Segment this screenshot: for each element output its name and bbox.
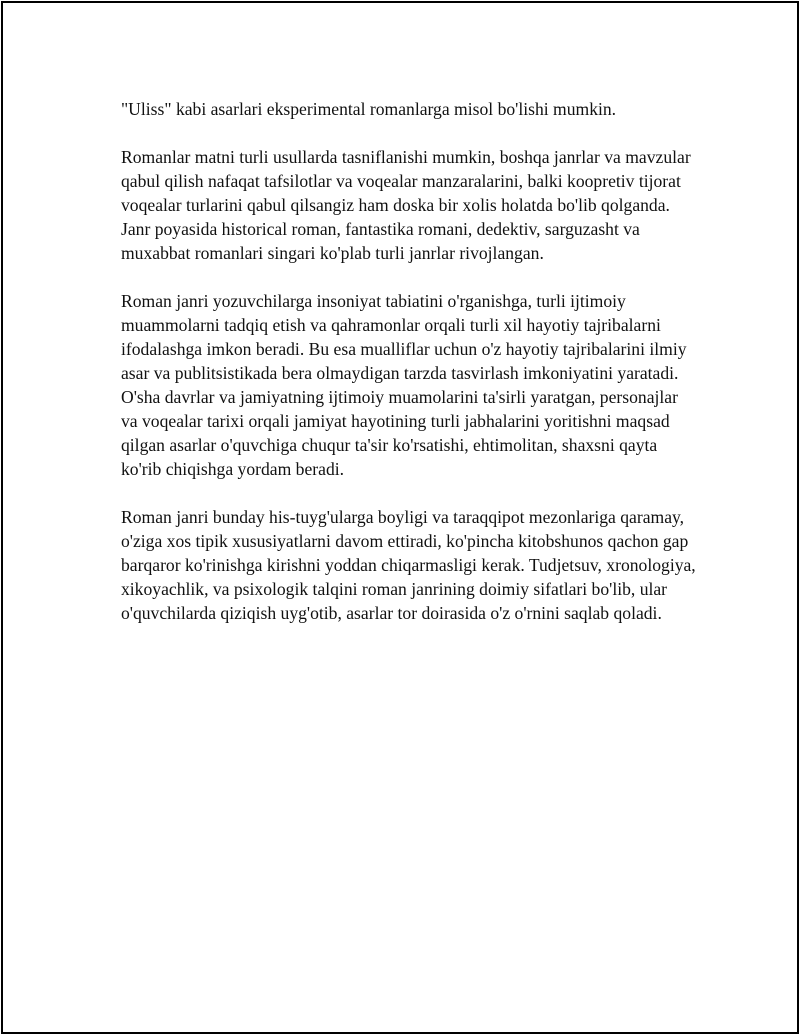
paragraph-3: Roman janri yozuvchilarga insoniyat tabiatini o'rganishga, turli ijtimoiy muammolarni tadqiq etish va qahramonlar orqali turli xil hayotiy tajribalarni ifodalashga imkon beradi. Bu esa mualliflar uchun o'z hayotiy tajribalarini ilmiy asar va publitsistikada bera olmaydigan tarzda tasvirlash imkoniyatini yaratadi. O'sha davrlar va jamiyatning ijtimoiy muamolarini ta'sirli yaratgan, personajlar va voqealar tarixi orqali jamiyat hayotining turli jabhalarini yoritishni maqsad qilgan asarlar o'quvchiga chuqur ta'sir ko'rsatishi, ehtimolitan, shaxsni qayta ko'rib chiqishga yordam beradi. [121, 291, 687, 479]
paragraph-2: Romanlar matni turli usullarda tasniflanishi mumkin, boshqa janrlar va mavzular qabul qilish nafaqat tafsilotlar va voqealar manzaralarini, balki koopretiv tijorat voqealar turlarini qabul qilsangiz ham doska bir xolis holatda bo'lib qolganda. Janr poyasida historical roman, fantastika romani, dedektiv, sarguzasht va muxabbat romanlari singari ko'plab turli janrlar rivojlangan. [121, 147, 691, 263]
paragraph-4: Roman janri bunday his-tuyg'ularga boyligi va taraqqipot mezonlariga qaramay, o'ziga xos tipik xususiyatlarni davom ettiradi, ko'pincha kitobshunos qachon gap barqaror ko'rinishga kirishni yoddan chiqarmasligi kerak. Tudjetsuv, xronologiya, xikoyachlik, va psixologik talqini roman janrining doimiy sifatlari bo'lib, ular o'quvchilarda qiziqish uyg'otib, asarlar tor doirasida o'z o'rnini saqlab qoladi. [121, 507, 696, 623]
paragraph-1: "Uliss" kabi asarlari eksperimental romanlarga misol bo'lishi mumkin. [121, 99, 617, 119]
document-body [121, 97, 696, 649]
page-frame [1, 1, 799, 1034]
